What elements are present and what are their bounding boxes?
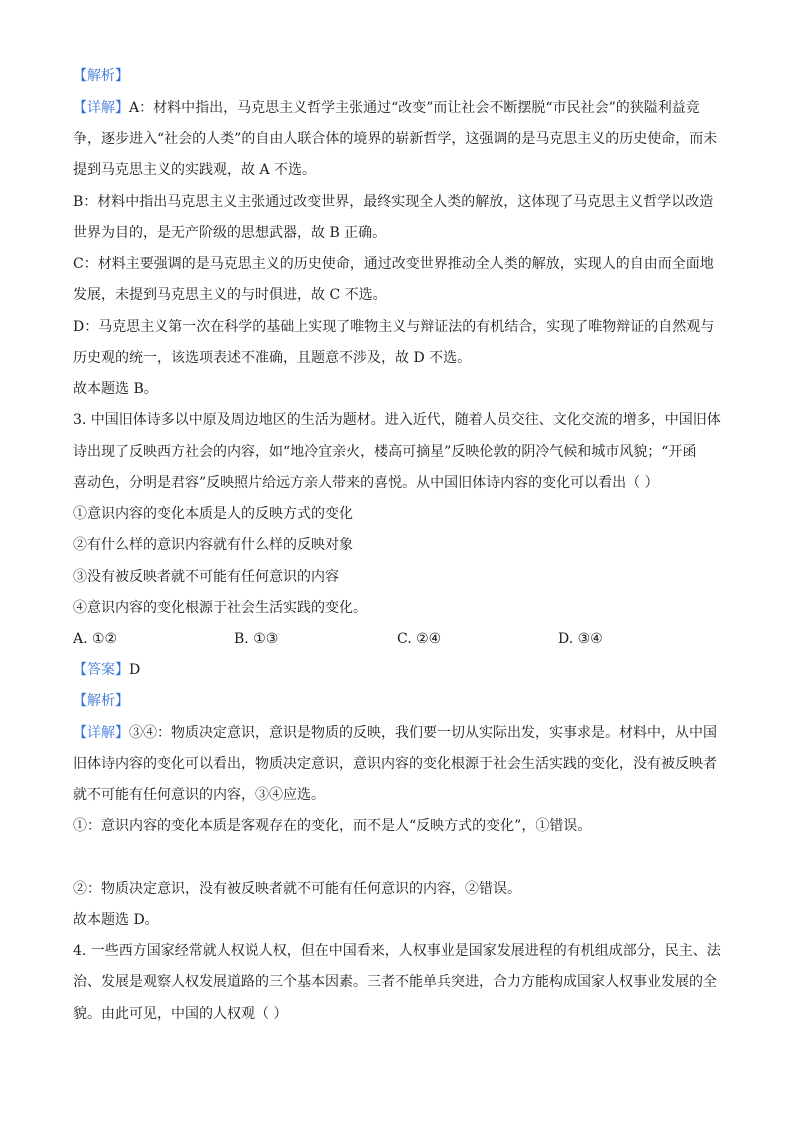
explanation-line: 就不可能有任何意识的内容，③④应选。 [73,787,325,803]
explanation-line: ②：物质决定意识，没有被反映者就不可能有任何意识的内容，②错误。 [73,881,521,897]
explanation-line: 发展，未提到马克思主义的与时俱进，故 C 不选。 [73,287,387,303]
conclusion-line: 故本题选 D。 [73,912,159,928]
explanation-line: C：材料主要强调的是马克思主义的历史使命，通过改变世界推动全人类的解放，实现人的自由而全面地 [73,256,714,272]
section-label-analysis: 【解析】 [73,693,129,709]
question-4-stem: 4. 一些西方国家经常就人权说人权，但在中国看来，人权事业是国家发展进程的有机组成部分，民主、法 [73,943,721,959]
question-3-stem: 诗出现了反映西方社会的内容，如“地冷宜亲火，楼高可摘星”反映伦敦的阴冷气候和城市风貌；“开函 [73,444,697,460]
explanation-line: 世界为目的，是无产阶级的思想武器，故 B 正确。 [73,225,387,241]
choice-a: A. ①② [73,631,118,647]
explanation-line: 历史观的统一，该选项表述不准确，且题意不涉及，故 D 不选。 [73,350,472,366]
explanation-line: 争，逐步进入“社会的人类”的自由人联合体的境界的崭新哲学，这强调的是马克思主义的历史使命，而未 [73,131,718,147]
conclusion-line: 故本题选 B。 [73,381,158,397]
section-label-analysis: 【解析】 [73,68,129,84]
choice-d: D. ③④ [558,631,603,647]
statement-3: ③没有被反映者就不可能有任何意识的内容 [73,569,339,585]
statement-1: ①意识内容的变化本质是人的反映方式的变化 [73,506,353,522]
statement-4: ④意识内容的变化根源于社会生活实践的变化。 [73,600,367,616]
explanation-line: D：马克思主义第一次在科学的基础上实现了唯物主义与辩证法的有机结合，实现了唯物辩证的自然观与 [73,319,715,335]
explanation-line: 【详解】A：材料中指出，马克思主义哲学主张通过“改变”而让社会不断摆脱“市民社会”的狭隘利益竞 [73,100,700,116]
question-3-stem: 喜动色，分明是君容”反映照片给远方亲人带来的喜悦。从中国旧体诗内容的变化可以看出（ ） [73,475,659,491]
question-3-stem: 3. 中国旧体诗多以中原及周边地区的生活为题材。进入近代，随着人员交往、文化交流的增多，中国旧体 [73,412,721,428]
question-4-stem: 貌。由此可见，中国的人权观（ ） [73,1006,288,1022]
statement-2: ②有什么样的意识内容就有什么样的反映对象 [73,537,353,553]
explanation-line: 【详解】③④：物质决定意识，意识是物质的反映，我们要一切从实际出发，实事求是。材料中，从中国 [73,725,717,741]
choice-b: B. ①③ [234,631,279,647]
choice-c: C. ②④ [397,631,442,647]
answer-label: 【答案】D [73,662,141,678]
question-4-stem: 治、发展是观察人权发展道路的三个基本因素。三者不能单兵突进，合力方能构成国家人权事业发展的全 [73,974,717,990]
explanation-line: B：材料中指出马克思主义主张通过改变世界，最终实现全人类的解放，这体现了马克思主义哲学以改造 [73,194,714,210]
explanation-line: 提到马克思主义的实践观，故 A 不选。 [73,162,317,178]
explanation-line: 旧体诗内容的变化可以看出，物质决定意识，意识内容的变化根源于社会生活实践的变化，没有被反映者 [73,756,717,772]
explanation-line: ①：意识内容的变化本质是客观存在的变化，而不是人“反映方式的变化”，①错误。 [73,818,592,834]
